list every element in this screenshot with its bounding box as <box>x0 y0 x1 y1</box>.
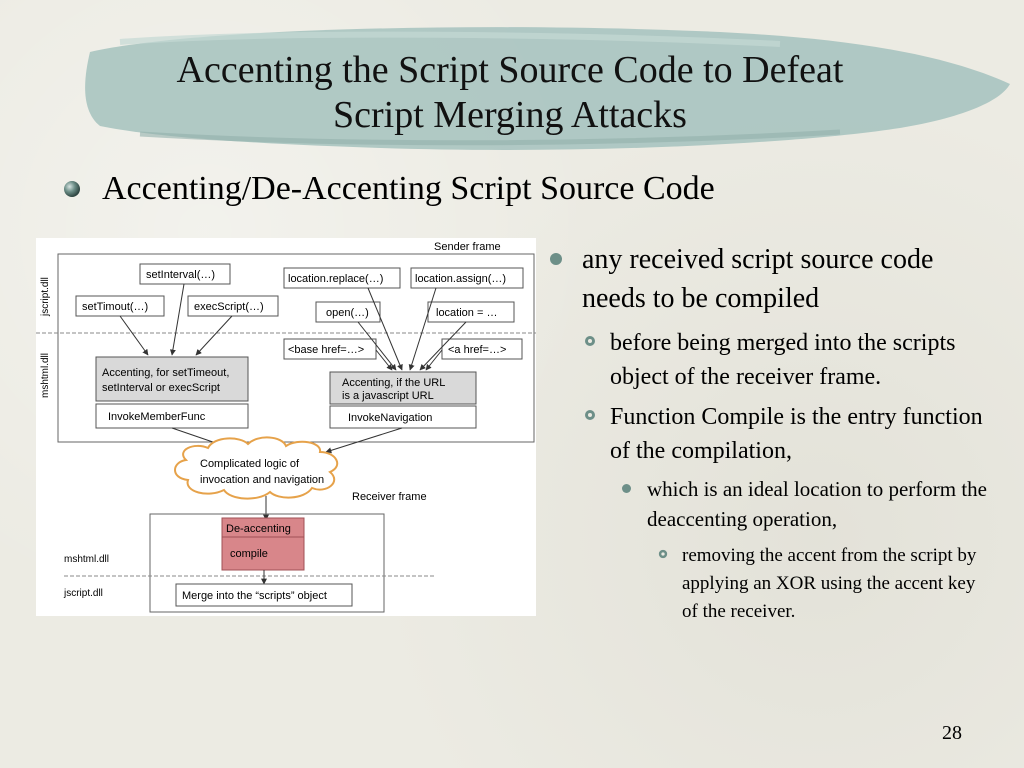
bullet-list <box>548 240 988 626</box>
open-text: open(…) <box>326 307 369 319</box>
location-eq-text: location = … <box>436 307 498 319</box>
invoke-nav-text: InvokeNavigation <box>348 412 433 424</box>
bullet-level4-text: removing the accent from the script by applying an XOR using the accent key of the receiver. <box>682 545 977 622</box>
accenting-right-line1: Accenting, if the URL <box>342 377 446 389</box>
bullet-level2-a-text: before being merged into the scripts object of the receiver frame. <box>610 330 956 390</box>
jscript-dll-label-bottom: jscript.dll <box>64 588 103 599</box>
cloud-text-line2: invocation and navigation <box>200 474 325 486</box>
main-bullet <box>62 170 715 208</box>
invoke-member-text: InvokeMemberFunc <box>108 411 206 423</box>
bullet-orb-icon <box>62 179 82 199</box>
compile-text: compile <box>230 548 268 560</box>
receiver-frame-label: Receiver frame <box>352 491 427 503</box>
title-line-1: Accenting the Script Source Code to Defeat <box>176 49 844 91</box>
bullet-level2-b <box>584 400 988 468</box>
bullet-level1-text: any received script source code needs to be compiled <box>582 244 934 314</box>
sender-frame-label: Sender frame <box>434 241 501 253</box>
location-assign-text: location.assign(…) <box>415 273 507 285</box>
architecture-diagram <box>36 238 536 616</box>
bullet-level2-b-text: Function Compile is the entry function of the compilation, <box>610 404 983 464</box>
bullet-ring-icon <box>658 549 668 559</box>
bullet-level3 <box>622 474 988 534</box>
title-line-2: Script Merging Attacks <box>333 94 687 136</box>
exec-script-text: execScript(…) <box>194 301 264 313</box>
de-accenting-text: De-accenting <box>226 523 291 535</box>
mshtml-dll-label-vertical: mshtml.dll <box>40 352 51 398</box>
bullet-level3-text: which is an ideal location to perform the deaccenting operation, <box>647 477 987 531</box>
bullet-ring-icon <box>584 335 596 347</box>
bullet-level4 <box>658 542 988 626</box>
bullet-dot-icon <box>622 484 631 493</box>
bullet-ring-icon <box>584 409 596 421</box>
slide-title <box>90 48 930 138</box>
jscript-dll-label-vertical: jscript.dll <box>40 277 51 316</box>
a-href-text: <a href=…> <box>448 344 507 356</box>
bullet-dot-icon <box>550 253 562 265</box>
set-timout-text: setTimout(…) <box>82 301 149 313</box>
accenting-right-line2: is a javascript URL <box>342 390 434 402</box>
bullet-level2-a <box>584 326 988 394</box>
accenting-left-line2: setInterval or execScript <box>102 382 220 394</box>
main-bullet-text: Accenting/De-Accenting Script Source Code <box>102 170 715 207</box>
accenting-left-line1: Accenting, for setTimeout, <box>102 367 230 379</box>
merge-text: Merge into the “scripts” object <box>182 590 327 602</box>
set-interval-text: setInterval(…) <box>146 269 216 281</box>
location-replace-text: location.replace(…) <box>288 273 384 285</box>
bullet-level1 <box>548 240 988 318</box>
base-href-text: <base href=…> <box>288 344 365 356</box>
cloud-text-line1: Complicated logic of <box>200 458 300 470</box>
mshtml-dll-label-bottom: mshtml.dll <box>64 554 110 565</box>
accenting-left-box <box>96 357 248 401</box>
page-number: 28 <box>942 722 962 744</box>
